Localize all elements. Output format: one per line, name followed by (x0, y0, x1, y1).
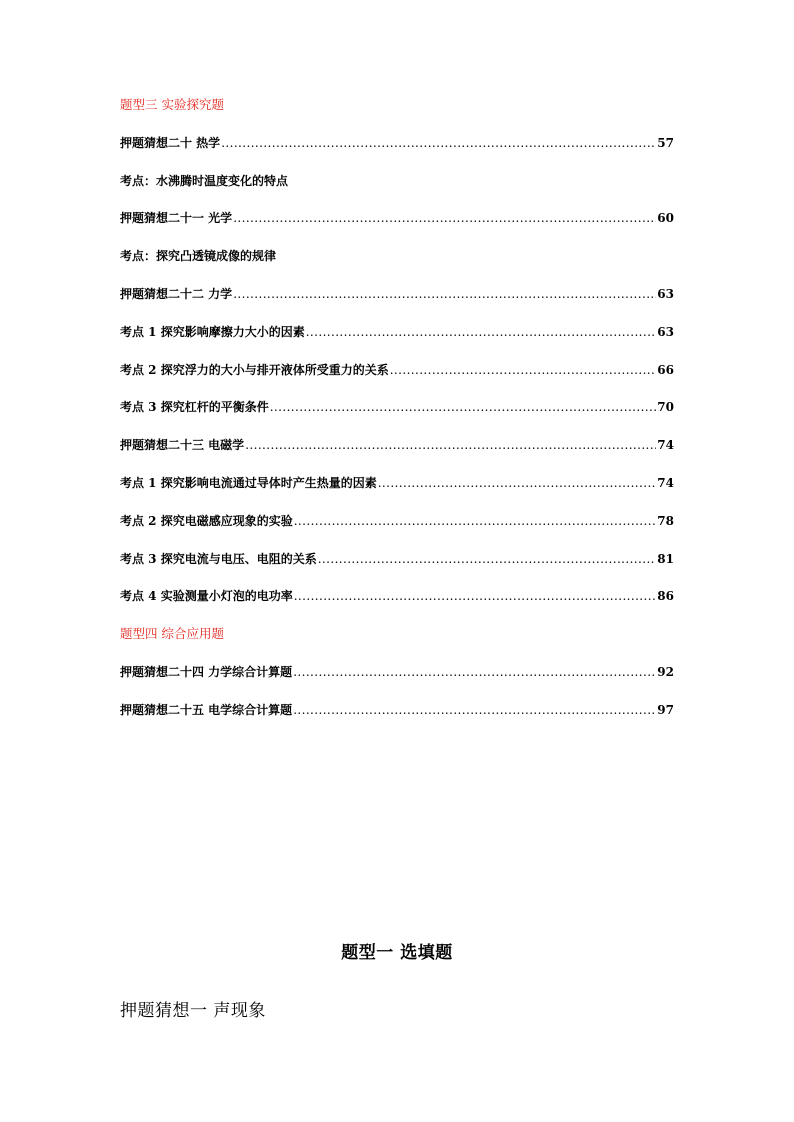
toc-entry-label: 押题猜想二十 热学 (120, 135, 221, 150)
toc-entry-label: 押题猜想二十四 力学综合计算题 (120, 664, 293, 679)
dot-leader (306, 320, 657, 344)
toc-entry-label: 考点 2 探究浮力的大小与排开液体所受重力的关系 (120, 362, 389, 377)
toc-entry-label: 押题猜想二十五 电学综合计算题 (120, 702, 293, 717)
toc-entry[interactable] (120, 395, 674, 433)
toc-entry-label: 押题猜想二十一 光学 (120, 211, 233, 226)
toc-page-number: 86 (657, 589, 674, 604)
toc-entry-label: 押题猜想二十三 电磁学 (120, 438, 245, 453)
toc-page-number: 57 (657, 135, 674, 150)
toc-page-number: 97 (657, 702, 674, 717)
toc-page-number: 60 (657, 211, 674, 226)
dot-leader (245, 433, 656, 457)
toc-entry[interactable] (120, 547, 674, 585)
toc-page-number: 74 (657, 475, 674, 490)
dot-leader (378, 471, 657, 495)
toc-entry-label: 考点 1 探究影响摩擦力大小的因素 (120, 324, 305, 339)
toc-entry-label: 考点 3 探究杠杆的平衡条件 (120, 400, 269, 415)
toc-entry[interactable] (120, 282, 674, 320)
toc-entry[interactable] (120, 206, 674, 244)
dot-leader (221, 131, 656, 155)
dot-leader (233, 282, 656, 306)
toc-entry-label: 考点 4 实验测量小灯泡的电功率 (120, 589, 293, 604)
toc-heading-type-4: 题型四 综合应用题 (120, 626, 224, 642)
dot-leader (293, 698, 656, 722)
toc-page-number: 70 (657, 400, 674, 415)
toc-page-number: 66 (657, 362, 674, 377)
toc-entry[interactable] (120, 509, 674, 547)
toc-entry[interactable] (120, 358, 674, 396)
toc-entry[interactable] (120, 471, 674, 509)
toc-entry-label: 考点 1 探究影响电流通过导体时产生热量的因素 (120, 475, 377, 490)
toc-entry-label: 考点 2 探究电磁感应现象的实验 (120, 513, 293, 528)
dot-leader (293, 660, 656, 684)
toc-entry[interactable] (120, 433, 674, 471)
subsection-title: 押题猜想一 声现象 (120, 1001, 266, 1021)
dot-leader (233, 206, 656, 230)
toc-entry-label: 押题猜想二十二 力学 (120, 286, 233, 301)
dot-leader (270, 395, 657, 419)
toc-entry[interactable] (120, 698, 674, 736)
toc-entry[interactable] (120, 131, 674, 169)
dot-leader (318, 547, 657, 571)
dot-leader (294, 509, 657, 533)
toc-entry[interactable] (120, 584, 674, 622)
toc-entry[interactable] (120, 660, 674, 698)
toc-page-number: 63 (657, 286, 674, 301)
toc-point: 考点：水沸腾时温度变化的特点 (120, 173, 289, 188)
toc-page-number: 78 (657, 513, 674, 528)
toc-point: 考点：探究凸透镜成像的规律 (120, 249, 277, 264)
toc-page-number: 63 (657, 324, 674, 339)
toc-page-number: 92 (657, 664, 674, 679)
section-title: 题型一 选填题 (341, 943, 453, 963)
toc-page-number: 81 (657, 551, 674, 566)
toc-entry[interactable] (120, 320, 674, 358)
dot-leader (294, 584, 657, 608)
dot-leader (390, 358, 657, 382)
toc-heading-type-3: 题型三 实验探究题 (120, 97, 224, 112)
table-of-contents (120, 93, 674, 736)
toc-entry-label: 考点 3 探究电流与电压、电阻的关系 (120, 551, 317, 566)
toc-page-number: 74 (657, 438, 674, 453)
